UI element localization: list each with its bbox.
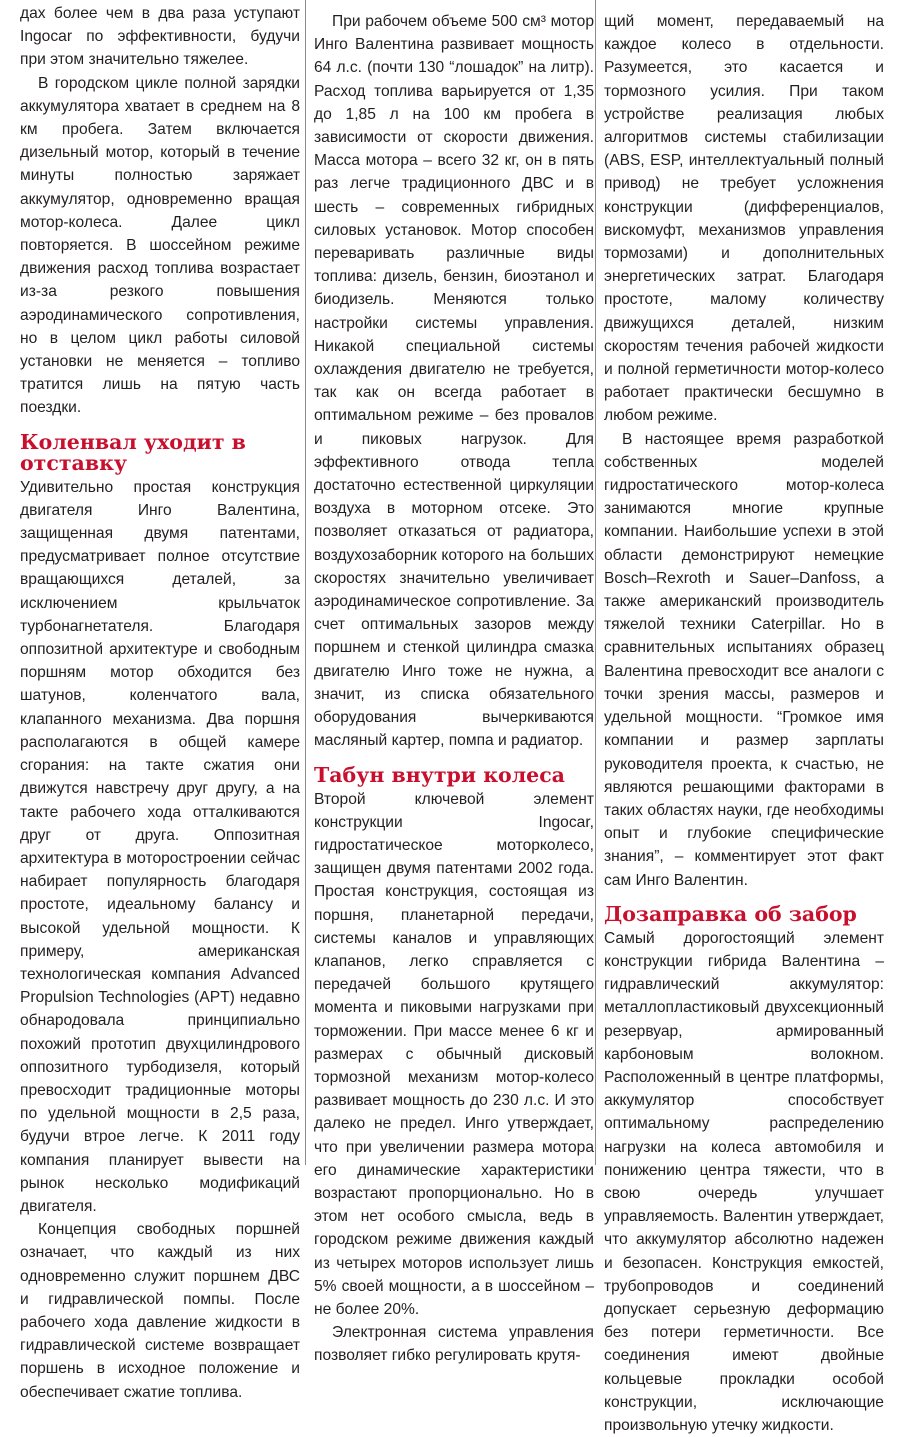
section-heading: Дозаправка об забор xyxy=(604,901,857,926)
column-divider xyxy=(305,0,306,1165)
paragraph: При рабочем объеме 500 см³ мотор Инго Валентина развивает мощность 64 л.с. (почти 130 “лошадок” на литр). Расход топлива варьируется от 1,35 до 1,85 л на 100 км пробега в зависимости от скорости движения. Масса мотора – всего 32 кг, он в пять раз легче традиционного ДВС и в шесть – современных гибридных силовых установок. Мотор способен переваривать различные виды топлива: дизель, бензин, биоэтанол и биодизель. Меняются только настройки системы управления. Никакой специальной системы охлаждения двигателю не требуется, так как он всегда работает в оптимальном режиме – без провалов и пиковых нагрузок. Для эффективного отвода тепла достаточно естественной циркуляции воздуха в моторном отсеке. Это позволяет отказаться от радиатора, воздухозаборник которого на больших скоростях значительно увеличивает аэродинамическое сопротивление. За счет оптимальных зазоров между поршнем и стенкой цилиндра смазка двигателю Инго тоже не нужна, а значит, из списка обязательного оборудования вычеркиваются масляный картер, помпа и радиатор. xyxy=(314,13,594,750)
paragraph: Концепция свободных поршней означает, что каждый из них одновременно служит поршнем ДВС и гидравлической помпы. После рабочего хода давление жидкости в гидравлической системе возвращает поршень в исходное положение и обеспечивает сжатие топлива. xyxy=(20,1221,300,1401)
paragraph: щий момент, передаваемый на каждое колесо в отдельности. Разумеется, это касается и тормозного усилия. При таком устройстве реализация любых алгоритмов системы стабилизации (ABS, ESP, интеллектуальный полный привод) не требует усложнения конструкции (дифференциалов, вискомуфт, механизмов управления тормозами) и дополнительных энергетических затрат. Благодаря простоте, малому количеству движущихся деталей, низким скоростям течения рабочей жидкости и полной герметичности мотор-колесо работает практически бесшумно в любом режиме. xyxy=(604,13,884,425)
paragraph: дах более чем в два раза уступают Ingocar по эффективности, будучи при этом значительно тяжелее. xyxy=(20,5,300,69)
section-heading: Табун внутри колеса xyxy=(314,762,565,787)
section-heading: Коленвал уходит в отставку xyxy=(20,429,246,475)
paragraph: Электронная система управления позволяет гибко регулировать крутя- xyxy=(314,1324,594,1365)
text-column-3 xyxy=(604,0,884,1434)
paragraph: В городском цикле полной зарядки аккумулятора хватает в среднем на 8 км пробега. Затем включается дизельный мотор, который в течение минуты полностью заряжает аккумулятор, одновременно вращая мотор-колеса. Далее цикл повторяется. В шоссейном режиме движения расход топлива возрастает из-за резкого повышения аэродинамического сопротивления, но в целом цикл работы силовой установки не меняется – топливо тратится лишь на пятую часть поездки. xyxy=(20,74,300,417)
paragraph: В настоящее время разработкой собственных моделей гидростатического мотор-колеса занимаются многие крупные компании. Наибольшие успехи в этой области демонстрируют немецкие Bosch–Rexroth и Sauer–Danfoss, а также американский производитель тяжелой техники Caterpillar. Но в сравнительных испытаниях образец Валентина превосходит все аналоги с точки зрения массы, размеров и удельной мощности. “Громкое имя компании и размер зарплаты руководителя проекта, к счастью, не являются решающими факторами в таких областях науки, где необходимы опыт и глубокие специфические знания”, – комментирует этот факт сам Инго Валентин. xyxy=(604,430,884,889)
paragraph: Второй ключевой элемент конструкции Ingocar, гидростатическое моторколесо, защищен двумя патентами 2002 года. Простая конструкция, состоящая из поршня, планетарной передачи, системы каналов и управляющих клапанов, легко справляется с передачей большого крутящего момента и пиковыми нагрузками при торможении. При массе менее 6 кг и размерах с обычный дисковый тормозной механизм мотор-колесо развивает мощность до 230 л.с. И это далеко не предел. Инго утверждает, что при увеличении размера мотора его динамические характеристики возрастают пропорционально. Но в этом нет особого смысла, ведь в городском режиме движения каждый из четырех моторов использует лишь 5% своей мощности, а в шоссейном – не более 20%. xyxy=(314,790,594,1318)
paragraph: Самый дорогостоящий элемент конструкции гибрида Валентина – гидравлический аккумулятор: металлопластиковый двухсекционный резервуар, армированный карбоновым волокном. Расположенный в центре платформы, аккумулятор способствует оптимальному распределению нагрузки на колеса автомобиля и понижению центра тяжести, что в свою очередь улучшает управляемость. Валентин утверждает, что аккумулятор абсолютно надежен и безопасен. Конструкция емкостей, трубопроводов и соединений допускает серьезную деформацию без потери герметичности. Все соединения имеют двойные кольцевые прокладки особой конструкции, исключающие произвольную утечку жидкости. xyxy=(604,929,884,1434)
text-column-2 xyxy=(314,0,594,1365)
column-divider xyxy=(595,0,596,1165)
paragraph: Удивительно простая конструкция двигателя Инго Валентина, защищенная двумя патентами, предусматривает полное отсутствие вращающихся деталей, за исключением крыльчаток турбонагнетателя. Благодаря оппозитной архитектуре и свободным поршням мотор обходится без шатунов, коленчатого вала, клапанного механизма. Два поршня располагаются в общей камере сгорания: на такте сжатия они движутся навстречу друг другу, а на такте рабочего хода отталкиваются друг от друга. Оппозитная архитектура в моторостроении сейчас набирает популярность благодаря простоте, идеальному балансу и высокой удельной мощности. К примеру, американская технологическая компания Advanced Propulsion Technologies (APT) недавно обнародовала принципиально похожий прототип двухцилиндрового оппозитного турбодизеля, который превосходит традиционные моторы по удельной мощности в 2,5 раза, будучи втрое легче. К 2011 году компания планирует вывести на рынок несколько модификаций двигателя. xyxy=(20,478,300,1215)
text-column-1 xyxy=(20,0,300,1401)
